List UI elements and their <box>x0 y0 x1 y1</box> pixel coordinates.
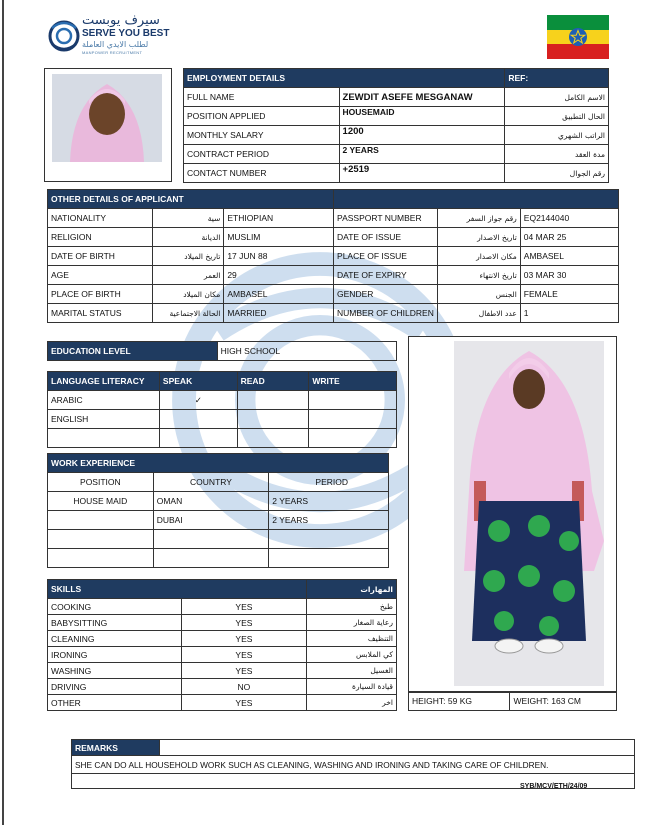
table-row <box>48 631 397 647</box>
work-position <box>48 511 154 530</box>
applicant-full-photo-frame <box>408 336 617 693</box>
read-header: READ <box>237 372 309 391</box>
work-period: 2 YEARS <box>269 511 389 530</box>
logo-arabic: سيرف يوبست <box>82 13 160 28</box>
skill-name: OTHER <box>48 695 182 711</box>
position-column-header: POSITION <box>48 473 154 492</box>
gender-arabic: الجنس <box>437 285 520 304</box>
remarks-header-spacer <box>159 740 634 756</box>
skill-name: WASHING <box>48 663 182 679</box>
skill-value: YES <box>181 599 307 615</box>
age-arabic: العمر <box>152 266 223 285</box>
contract-period-arabic: مدة العقد <box>505 145 609 164</box>
number-of-children-value: 1 <box>520 304 618 323</box>
skill-arabic: اخر <box>307 695 397 711</box>
speak-cell <box>159 410 237 429</box>
work-country: DUBAI <box>153 511 269 530</box>
speak-check-icon: ✓ <box>159 391 237 410</box>
contract-period-label: CONTRACT PERIOD <box>184 145 340 164</box>
remarks-table <box>71 739 635 789</box>
passport-number-label: PASSPORT NUMBER <box>334 209 438 228</box>
place-of-issue-label: PLACE OF ISSUE <box>334 247 438 266</box>
date-of-birth-label: DATE OF BIRTH <box>48 247 153 266</box>
table-row <box>48 511 389 530</box>
work-experience-header: WORK EXPERIENCE <box>48 454 389 473</box>
skills-table <box>47 579 397 711</box>
full-name-label: FULL NAME <box>184 88 340 107</box>
other-details-header: OTHER DETAILS OF APPLICANT <box>48 190 334 209</box>
table-row <box>48 429 397 448</box>
place-of-birth-value: AMBASEL <box>224 285 334 304</box>
period-column-header: PERIOD <box>269 473 389 492</box>
full-name-value: ZEWDIT ASEFE MESGANAW <box>339 88 505 107</box>
work-country <box>153 549 269 568</box>
skill-name: CLEANING <box>48 631 182 647</box>
position-applied-value: HOUSEMAID <box>339 107 505 126</box>
work-period <box>269 549 389 568</box>
age-value: 29 <box>224 266 334 285</box>
religion-arabic: الديانة <box>152 228 223 247</box>
work-country: OMAN <box>153 492 269 511</box>
nationality-arabic: سية <box>152 209 223 228</box>
religion-label: RELIGION <box>48 228 153 247</box>
marital-status-arabic: الحالة الاجتماعية <box>152 304 223 323</box>
write-cell <box>309 410 397 429</box>
position-applied-arabic: الحال التطبيق <box>505 107 609 126</box>
table-row <box>48 304 619 323</box>
table-row <box>48 615 397 631</box>
skill-name: IRONING <box>48 647 182 663</box>
read-cell <box>237 410 309 429</box>
number-of-children-arabic: عدد الاطفال <box>437 304 520 323</box>
age-label: AGE <box>48 266 153 285</box>
language-table <box>47 371 397 448</box>
passport-number-value: EQ2144040 <box>520 209 618 228</box>
monthly-salary-label: MONTHLY SALARY <box>184 126 340 145</box>
skill-arabic: طبخ <box>307 599 397 615</box>
contact-number-arabic: رقم الجوال <box>505 164 609 183</box>
contract-period-value: 2 YEARS <box>339 145 505 164</box>
table-row <box>184 107 609 126</box>
speak-header: SPEAK <box>159 372 237 391</box>
table-row <box>48 695 397 711</box>
ref-label: REF: <box>505 69 609 88</box>
company-logo-icon <box>46 16 82 58</box>
write-cell <box>309 429 397 448</box>
date-of-expiry-value: 03 MAR 30 <box>520 266 618 285</box>
skill-arabic: التنظيف <box>307 631 397 647</box>
table-row <box>184 145 609 164</box>
work-period: 2 YEARS <box>269 492 389 511</box>
marital-status-value: MARRIED <box>224 304 334 323</box>
skill-name: DRIVING <box>48 679 182 695</box>
work-position: HOUSE MAID <box>48 492 154 511</box>
gender-label: GENDER <box>334 285 438 304</box>
date-of-expiry-arabic: تاريخ الانتهاء <box>437 266 520 285</box>
work-position <box>48 549 154 568</box>
country-column-header: COUNTRY <box>153 473 269 492</box>
table-row <box>48 530 389 549</box>
religion-value: MUSLIM <box>224 228 334 247</box>
language-literacy-header: LANGUAGE LITERACY <box>48 372 160 391</box>
contact-number-value: +2519 <box>339 164 505 183</box>
table-row <box>48 647 397 663</box>
language-name: ARABIC <box>48 391 160 410</box>
passport-number-arabic: رقم جواز السفر <box>437 209 520 228</box>
skill-arabic: قيادة السيارة <box>307 679 397 695</box>
measurements-table <box>408 691 617 711</box>
table-row <box>184 88 609 107</box>
table-row <box>48 266 619 285</box>
skill-value: YES <box>181 631 307 647</box>
full-name-arabic: الاسم الكامل <box>505 88 609 107</box>
place-of-birth-arabic: مكان الميلاد <box>152 285 223 304</box>
table-row <box>184 126 609 145</box>
company-logo-text <box>82 14 182 55</box>
date-of-expiry-label: DATE OF EXPIRY <box>334 266 438 285</box>
position-applied-label: POSITION APPLIED <box>184 107 340 126</box>
date-of-issue-arabic: تاريخ الاصدار <box>437 228 520 247</box>
page-left-border <box>2 0 4 825</box>
write-cell <box>309 391 397 410</box>
skill-name: COOKING <box>48 599 182 615</box>
ethiopia-flag-icon <box>547 15 609 59</box>
table-row <box>48 228 619 247</box>
employment-details-table <box>183 68 609 183</box>
gender-value: FEMALE <box>520 285 618 304</box>
height-value: HEIGHT: 59 KG <box>409 692 510 711</box>
skill-name: BABYSITTING <box>48 615 182 631</box>
skill-value: YES <box>181 663 307 679</box>
remarks-text: SHE CAN DO ALL HOUSEHOLD WORK SUCH AS CLEANING, WASHING AND IRONING AND TAKING CARE OF CHILDREN. <box>72 756 635 774</box>
place-of-birth-label: PLACE OF BIRTH <box>48 285 153 304</box>
place-of-issue-value: AMBASEL <box>520 247 618 266</box>
table-row <box>48 410 397 429</box>
skill-value: YES <box>181 615 307 631</box>
skills-header-arabic: المهارات <box>307 580 397 599</box>
other-details-table <box>47 189 619 323</box>
nationality-value: ETHIOPIAN <box>224 209 334 228</box>
speak-cell <box>159 429 237 448</box>
logo-arabic-sub: لطلب الايدي العاملة <box>82 40 149 49</box>
weight-value: WEIGHT: 163 CM <box>510 692 617 711</box>
place-of-issue-arabic: مكان الاصدار <box>437 247 520 266</box>
work-experience-table <box>47 453 389 568</box>
monthly-salary-value: 1200 <box>339 126 505 145</box>
date-of-birth-value: 17 JUN 88 <box>224 247 334 266</box>
other-details-header-right <box>334 190 619 209</box>
work-country <box>153 530 269 549</box>
monthly-salary-arabic: الراتب الشهري <box>505 126 609 145</box>
date-of-birth-arabic: تاريخ الميلاد <box>152 247 223 266</box>
table-row <box>48 549 389 568</box>
skill-arabic: الغسيل <box>307 663 397 679</box>
date-of-issue-label: DATE OF ISSUE <box>334 228 438 247</box>
table-row <box>48 492 389 511</box>
contact-number-label: CONTACT NUMBER <box>184 164 340 183</box>
remarks-header: REMARKS <box>72 740 160 756</box>
nationality-label: NATIONALITY <box>48 209 153 228</box>
date-of-issue-value: 04 MAR 25 <box>520 228 618 247</box>
skill-arabic: كي الملابس <box>307 647 397 663</box>
marital-status-label: MARITAL STATUS <box>48 304 153 323</box>
write-header: WRITE <box>309 372 397 391</box>
applicant-full-photo <box>454 341 604 686</box>
number-of-children-label: NUMBER OF CHILDREN <box>334 304 438 323</box>
table-row <box>184 164 609 183</box>
skill-value: YES <box>181 695 307 711</box>
table-row <box>48 209 619 228</box>
skill-value: NO <box>181 679 307 695</box>
skill-arabic: رعاية الصغار <box>307 615 397 631</box>
table-row <box>48 599 397 615</box>
logo-english: SERVE YOU BEST <box>82 28 170 39</box>
education-table <box>47 341 397 361</box>
table-row <box>48 285 619 304</box>
education-level-label: EDUCATION LEVEL <box>48 342 218 361</box>
read-cell <box>237 429 309 448</box>
table-row <box>48 247 619 266</box>
work-period <box>269 530 389 549</box>
education-level-value: HIGH SCHOOL <box>217 342 396 361</box>
applicant-portrait-photo <box>52 74 162 162</box>
logo-tagline: MANPOWER RECRUITMENT <box>82 50 143 55</box>
applicant-portrait-frame <box>44 68 172 182</box>
read-cell <box>237 391 309 410</box>
language-name: ENGLISH <box>48 410 160 429</box>
document-code: SYB/MCV/ETH/24/09 <box>520 783 588 790</box>
language-name <box>48 429 160 448</box>
employment-details-header: EMPLOYMENT DETAILS <box>184 69 505 88</box>
skills-header: SKILLS <box>48 580 307 599</box>
table-row <box>48 679 397 695</box>
table-row <box>48 391 397 410</box>
skill-value: YES <box>181 647 307 663</box>
table-row <box>48 663 397 679</box>
work-position <box>48 530 154 549</box>
